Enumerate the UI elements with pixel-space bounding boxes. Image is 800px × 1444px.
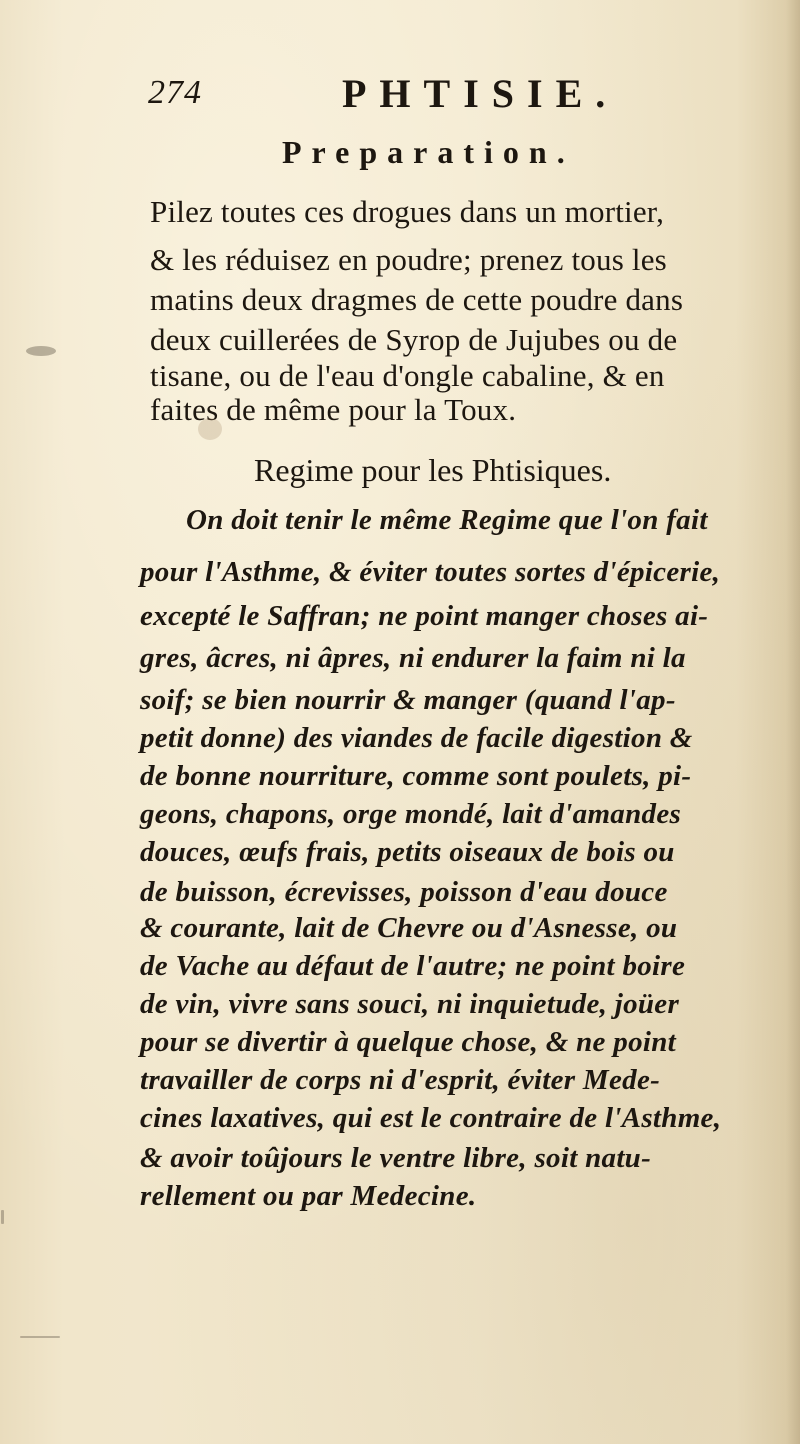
paragraph-1-line: faites de même pour la Toux.	[150, 392, 517, 427]
paragraph-1-line: tisane, ou de l'eau d'ongle cabaline, & en	[150, 358, 665, 393]
paragraph-2-line: pour se divertir à quelque chose, & ne point	[140, 1026, 677, 1058]
paragraph-2-line: & courante, lait de Chevre ou d'Asnesse, ou	[140, 912, 678, 944]
paper-blemish	[26, 346, 56, 356]
paragraph-2-line: travailler de corps ni d'esprit, éviter Mede-	[140, 1064, 661, 1096]
paragraph-2-line: de vin, vivre sans souci, ni inquietude, joüer	[140, 988, 680, 1020]
paragraph-2-line: pour l'Asthme, & éviter toutes sortes d'épicerie,	[140, 556, 721, 588]
paragraph-2-line: gres, âcres, ni âpres, ni endurer la faim ni la	[140, 642, 686, 674]
paper-mark	[1, 1210, 4, 1224]
paper-stain	[198, 418, 222, 440]
running-title: PHTISIE.	[342, 71, 619, 116]
paragraph-2-line: douces, œufs frais, petits oiseaux de bois ou	[140, 836, 675, 868]
paragraph-2-line: soif; se bien nourrir & manger (quand l'ap-	[140, 684, 676, 716]
paragraph-2-line: rellement ou par Medecine.	[140, 1180, 477, 1212]
paragraph-2-line: de Vache au défaut de l'autre; ne point boire	[140, 950, 686, 982]
paragraph-2-line: On doit tenir le même Regime que l'on fait	[186, 504, 708, 536]
paper-mark	[20, 1336, 60, 1338]
paragraph-2-line: & avoir toûjours le ventre libre, soit natu-	[140, 1142, 652, 1174]
paragraph-2-line: de buisson, écrevisses, poisson d'eau douce	[140, 876, 668, 908]
paragraph-2-line: cines laxatives, qui est le contraire de l'Asthme,	[140, 1102, 722, 1134]
paragraph-2-line: excepté le Saffran; ne point manger choses ai-	[140, 600, 709, 632]
subsection-heading: Regime pour les Phtisiques.	[254, 452, 612, 488]
paragraph-2-line: geons, chapons, orge mondé, lait d'amandes	[140, 798, 682, 830]
paragraph-2-line: de bonne nourriture, comme sont poulets, pi-	[140, 760, 692, 792]
page-number: 274	[148, 74, 202, 111]
paragraph-2-line: petit donne) des viandes de facile digestion &	[140, 722, 693, 754]
paragraph-1-line: & les réduisez en poudre; prenez tous les	[150, 242, 667, 277]
paragraph-1-line: deux cuillerées de Syrop de Jujubes ou de	[150, 322, 678, 357]
paragraph-1-line: Pilez toutes ces drogues dans un mortier,	[150, 194, 665, 229]
paragraph-1-line: matins deux dragmes de cette poudre dans	[150, 282, 684, 317]
section-heading: Preparation.	[282, 134, 575, 170]
